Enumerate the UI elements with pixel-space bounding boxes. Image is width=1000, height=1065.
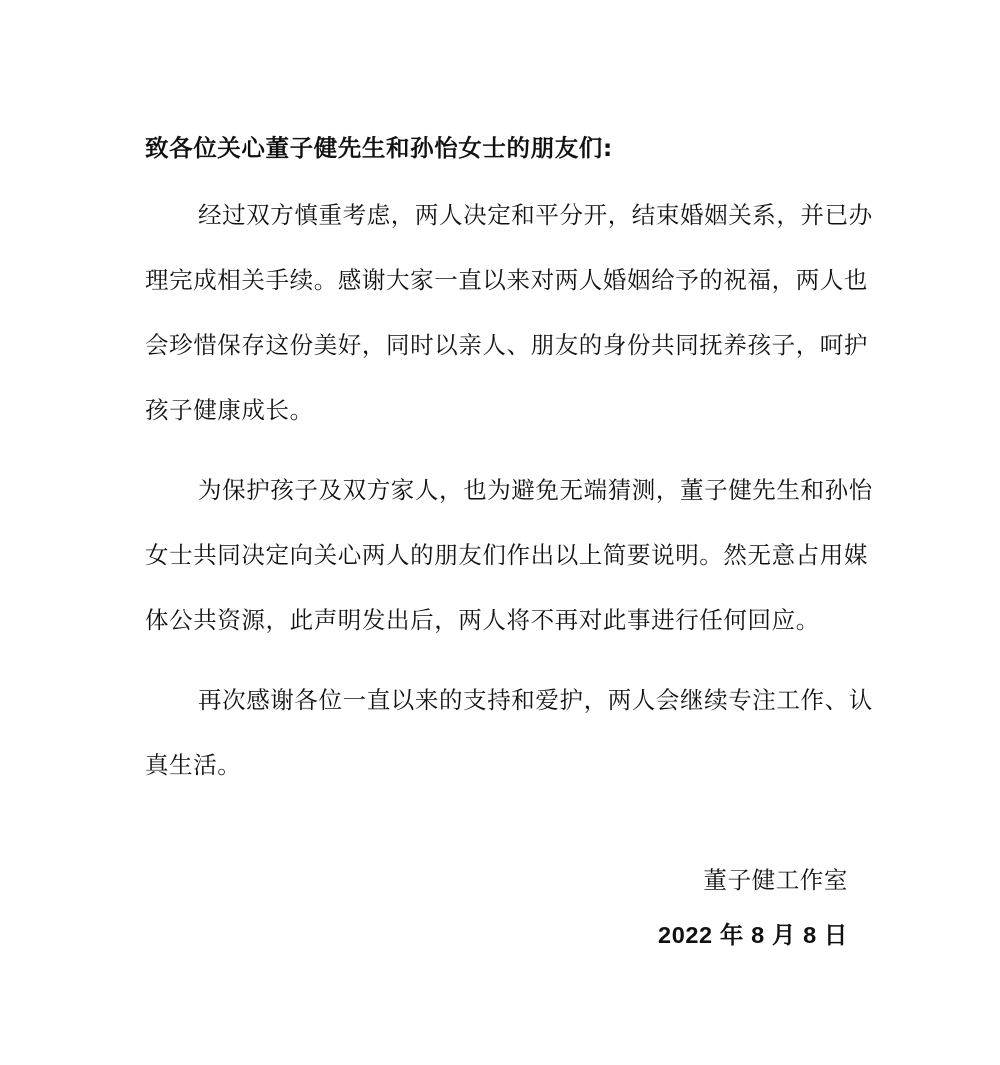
statement-date: 2022 年 8 月 8 日 xyxy=(658,922,848,948)
paragraph-line: 孩子健康成长。 xyxy=(145,396,314,424)
paragraph-line: 会珍惜保存这份美好，同时以亲人、朋友的身份共同抚养孩子，呵护 xyxy=(145,331,868,359)
paragraph-line: 理完成相关手续。感谢大家一直以来对两人婚姻给予的祝福，两人也 xyxy=(145,266,868,294)
paragraph-line: 再次感谢各位一直以来的支持和爱护，两人会继续专注工作、认 xyxy=(198,686,873,714)
salutation: 致各位关心董子健先生和孙怡女士的朋友们: xyxy=(145,134,613,162)
paragraph-line: 真生活。 xyxy=(145,751,242,779)
paragraph-line: 经过双方慎重考虑，两人决定和平分开，结束婚姻关系，并已办 xyxy=(198,201,873,229)
signature: 董子健工作室 xyxy=(703,866,848,894)
paragraph-line: 女士共同决定向关心两人的朋友们作出以上简要说明。然无意占用媒 xyxy=(145,541,868,569)
paragraph-line: 体公共资源，此声明发出后，两人将不再对此事进行任何回应。 xyxy=(145,606,820,634)
paragraph-line: 为保护孩子及双方家人，也为避免无端猜测，董子健先生和孙怡 xyxy=(198,476,873,504)
